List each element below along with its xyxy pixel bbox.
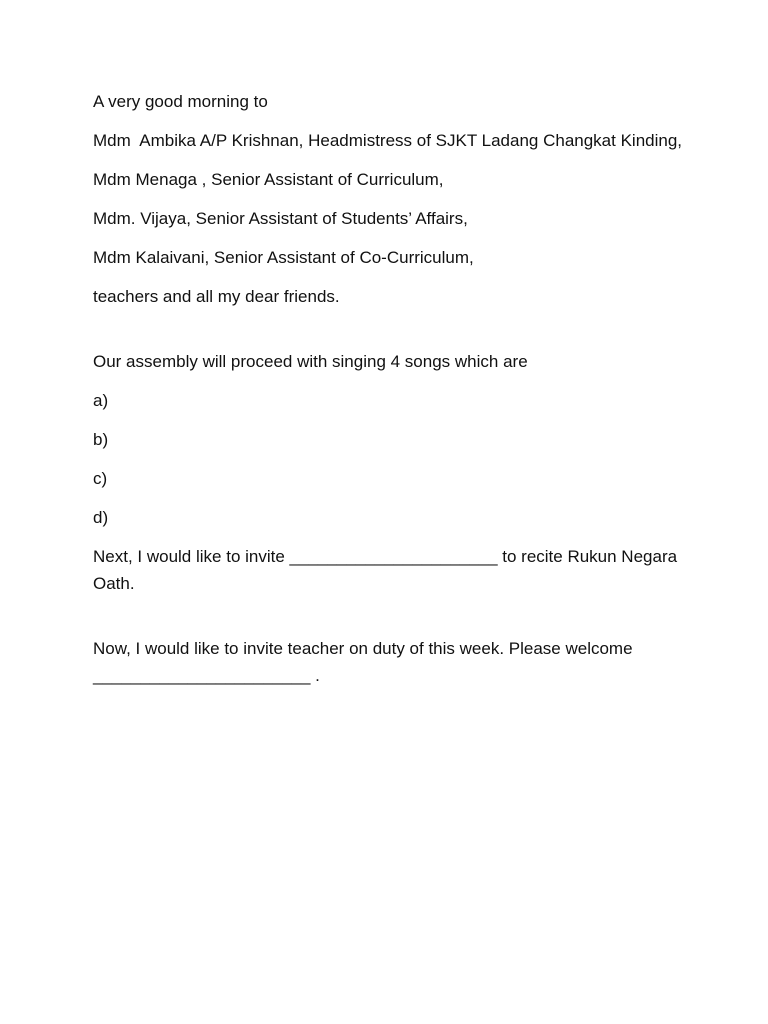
song-item-a: a): [93, 391, 109, 410]
song-item-b: b): [93, 430, 109, 449]
addressee-co-curriculum: Mdm Kalaivani, Senior Assistant of Co-Curriculum,: [93, 248, 474, 267]
song-item-c: c): [93, 469, 108, 488]
greeting-line: A very good morning to: [93, 92, 268, 111]
invite-rukun-negara: Next, I would like to invite ______________________ to recite Rukun Negara Oath.: [93, 547, 682, 593]
addressee-curriculum: Mdm Menaga , Senior Assistant of Curriculum,: [93, 170, 444, 189]
song-item-d: d): [93, 508, 109, 527]
songs-intro: Our assembly will proceed with singing 4 songs which are: [93, 352, 528, 371]
addressee-students-affairs: Mdm. Vijaya, Senior Assistant of Students’ Affairs,: [93, 209, 468, 228]
addressee-headmistress: Mdm Ambika A/P Krishnan, Headmistress of SJKT Ladang Changkat Kinding,: [93, 131, 683, 150]
paragraph-gap: [93, 609, 693, 635]
invite-teacher-on-duty: Now, I would like to invite teacher on duty of this week. Please welcome _______________________ .: [93, 639, 638, 685]
document-body: [93, 88, 693, 701]
paragraph-gap: [93, 322, 693, 348]
addressee-teachers-friends: teachers and all my dear friends.: [93, 287, 340, 306]
